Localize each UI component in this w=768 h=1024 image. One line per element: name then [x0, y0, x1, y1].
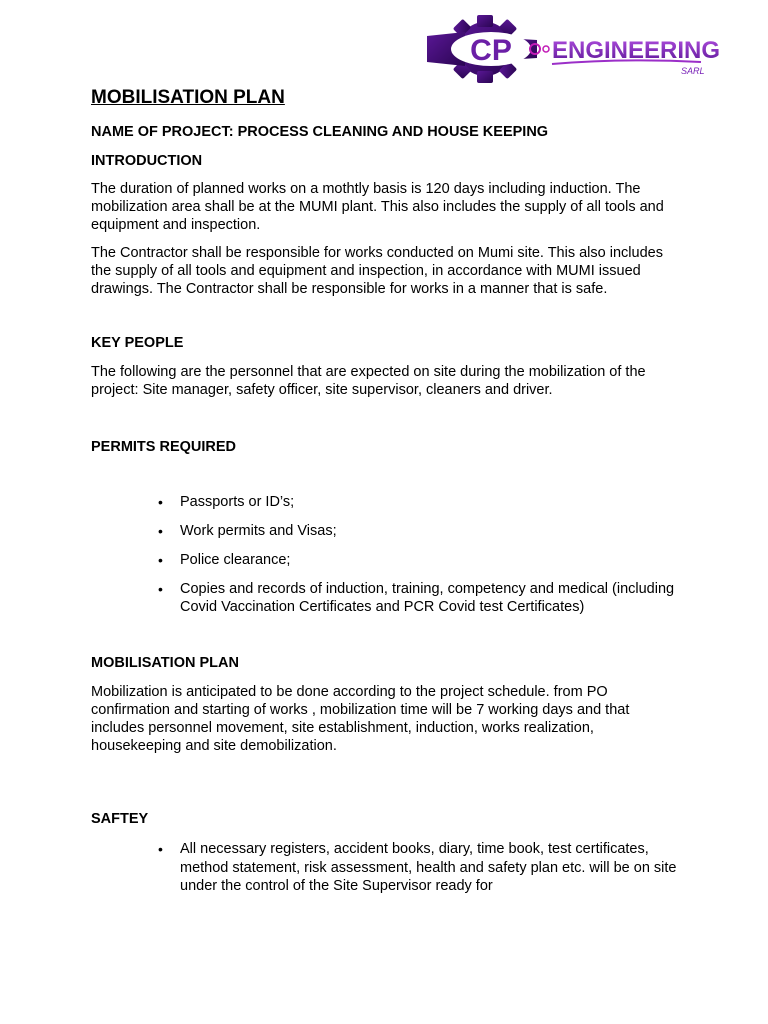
list-item: • All necessary registers, accident books, diary, time book, test certificates, method statement, risk assessment, health and safety plan etc. will be on site under the control of the Site Supervisor ready for	[158, 841, 677, 894]
document-body	[91, 84, 681, 895]
permits-list	[91, 493, 681, 617]
list-item: • Copies and records of induction, training, competency and medical (including Covid Vaccination Certificates and PCR Covid test Certificates)	[158, 581, 675, 616]
key-people-paragraph: The following are the personnel that are expected on site during the mobilization of the project: Site manager, safety officer, site supervisor, cleaners and driver.	[91, 364, 646, 399]
mobilisation-heading: MOBILISATION PLAN	[91, 654, 239, 671]
key-people-heading: KEY PEOPLE	[91, 335, 184, 352]
safety-heading: SAFTEY	[91, 811, 149, 828]
mobilisation-paragraph: Mobilization is anticipated to be done according to the project schedule. from PO confirmation and starting of works , mobilization time will be 7 working days and that includes personnel movement, site establishment, induction, works realization, housekeeping and site demobilization.	[91, 683, 630, 755]
bullet-icon: •	[158, 552, 163, 569]
document-title: MOBILISATION PLAN	[91, 87, 285, 108]
bullet-icon: •	[158, 581, 163, 598]
safety-list	[91, 840, 681, 895]
introduction-paragraph-2: The Contractor shall be responsible for works conducted on Mumi site. This also includes the supply of all tools and equipment and inspection, in accordance with MUMI issued drawings. The Contractor shall be responsible for works in a manner that is safe.	[91, 244, 663, 298]
introduction-paragraph-1: The duration of planned works on a mothtly basis is 120 days including induction. The mobilization area shall be at the MUMI plant. This also includes the supply of all tools and equipment and inspection.	[91, 181, 664, 234]
list-item: • Work permits and Visas;	[158, 522, 337, 539]
permits-heading: PERMITS REQUIRED	[91, 438, 237, 455]
gear-logo-icon	[425, 14, 730, 84]
project-name-heading: NAME OF PROJECT: PROCESS CLEANING AND HOUSE KEEPING	[91, 124, 549, 140]
svg-text:ENGINEERING: ENGINEERING	[552, 37, 721, 64]
bullet-icon: •	[158, 841, 163, 858]
bullet-icon: •	[158, 522, 163, 539]
list-item: • Police clearance;	[158, 552, 291, 569]
introduction-heading: INTRODUCTION	[91, 153, 203, 169]
svg-text:CP: CP	[470, 34, 512, 67]
company-logo	[425, 14, 730, 84]
svg-text:SARL: SARL	[681, 66, 705, 76]
list-item: • Passports or ID’s;	[158, 493, 295, 510]
bullet-icon: •	[158, 493, 163, 510]
